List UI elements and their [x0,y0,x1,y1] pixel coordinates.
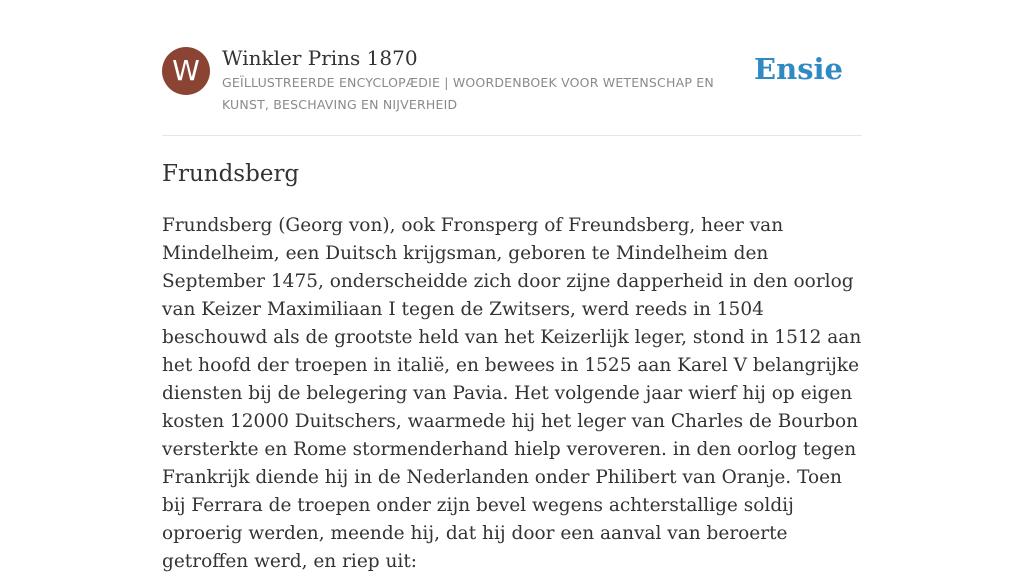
source-header [162,46,862,136]
avatar[interactable]: W [162,47,210,95]
source-info [222,46,762,116]
source-title[interactable]: Winkler Prins 1870 [222,46,418,70]
ensie-logo[interactable]: Ensie [754,52,843,86]
article-title: Frundsberg [162,161,300,187]
header-divider [162,135,862,136]
article-body: Frundsberg (Georg von), ook Fronsperg of Freundsberg, heer van Mindelheim, een Duitsch krijgsman, geboren te Mindelheim den September 1475, onderscheidde zich door zijne dapperheid in den oorlog van Keizer Maximiliaan I tegen de Zwitsers, werd reeds in 1504 beschouwd als de grootste held van het Keizerlijk leger, stond in 1512 aan het hoofd der troepen in italië, en bewees in 1525 aan Karel V belangrijke diensten bij de belegering van Pavia. Het volgende jaar wierf hij op eigen kosten 12000 Duitschers, waarmede hij het leger van Charles de Bourbon versterkte en Rome stormenderhand hielp veroveren. in den oorlog tegen Frankrijk diende hij in de Nederlanden onder Philibert van Oranje. Toen bij Ferrara de troepen onder zijn bevel wegens achterstallige soldij oproerig werden, meende hij, dat hij door een aanval van beroerte getroffen werd, en riep uit: [162,215,862,572]
source-subtitle: GEÏLLUSTREERDE ENCYCLOPÆDIE | WOORDENBOEK VOOR WETENSCHAP EN KUNST, BESCHAVING EN NIJVERHEID [222,75,714,112]
